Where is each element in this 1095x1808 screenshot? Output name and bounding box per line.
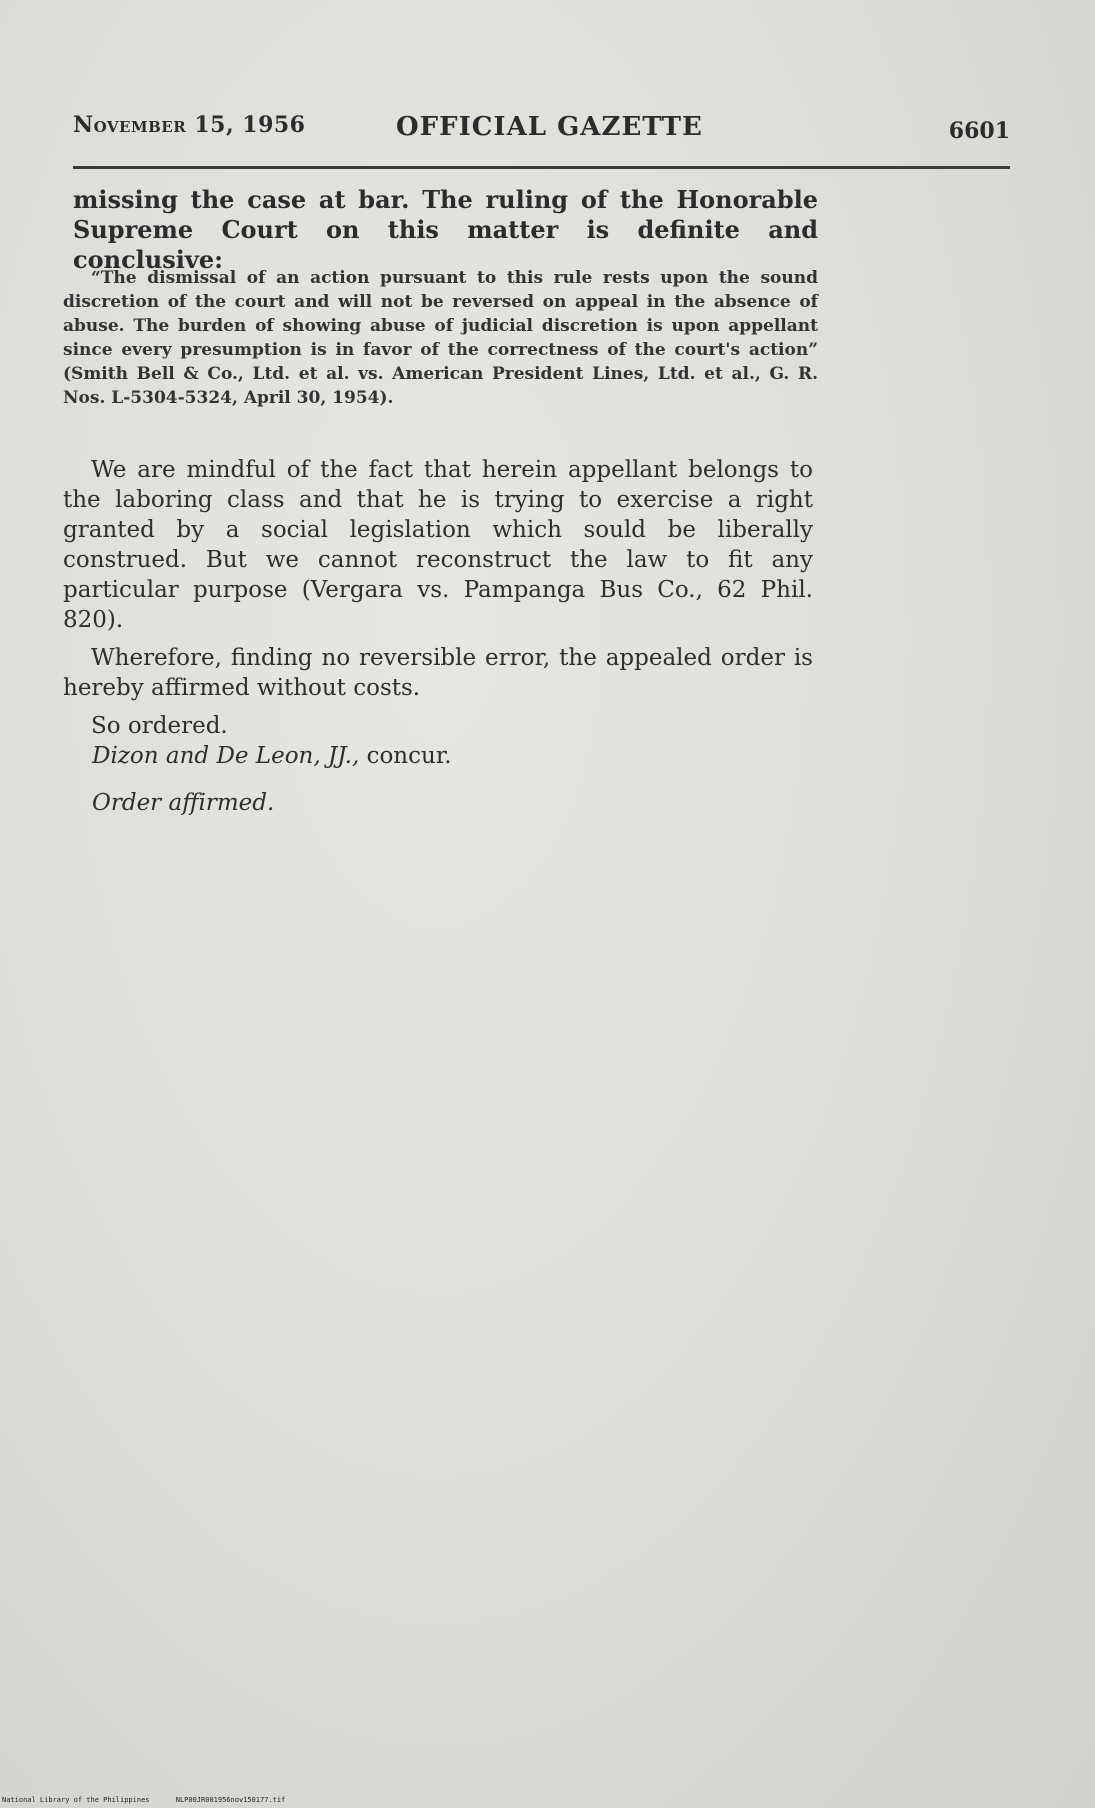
publication-title: OFFICIAL GAZETTE [396,112,703,142]
footer-filename: NLP00JR001956nov150177.tif [175,1796,286,1804]
concur-verb: concur. [366,743,452,769]
paragraph-so-ordered: So ordered. [91,713,228,739]
lead-paragraph: missing the case at bar. The ruling of the Honorable Supreme Court on this matter is definite and conclusive: [73,185,818,274]
header-rule [73,166,1010,169]
block-quote: “The dismissal of an action pursuant to this rule rests upon the sound discretion of the court and will not be reversed on appeal in the absence of abuse. The burden of showing abuse of judicial discretion is upon appellant since every presumption is in favor of the correctness of the court's action” (Smith Bell & Co., Ltd. et al. vs. American President Lines, Ltd. et al., G. R. Nos. L-5304-5324, April 30, 1954). [63,268,818,408]
header-date: November 15, 1956 [73,112,306,138]
concurring-judges: Dizon and De Leon, JJ., [92,743,360,769]
paragraph-mindful: We are mindful of the fact that herein appellant belongs to the laboring class and that he is trying to exercise a right granted by a social legislation which sould be liberally construed. But we cannot reconstruct the law to fit any particular purpose (Vergara vs. Pampanga Bus Co., 62 Phil. 820). [63,457,813,633]
paragraph-wherefore: Wherefore, finding no reversible error, the appealed order is hereby affirmed without costs. [63,645,813,701]
concurrence-line [92,743,452,769]
scan-footer [2,1796,285,1804]
disposition: Order affirmed. [92,790,275,816]
footer-library: National Library of the Philippines [2,1796,150,1804]
page-header [73,112,1010,152]
body-text [63,455,813,741]
page-number: 6601 [948,118,1010,144]
